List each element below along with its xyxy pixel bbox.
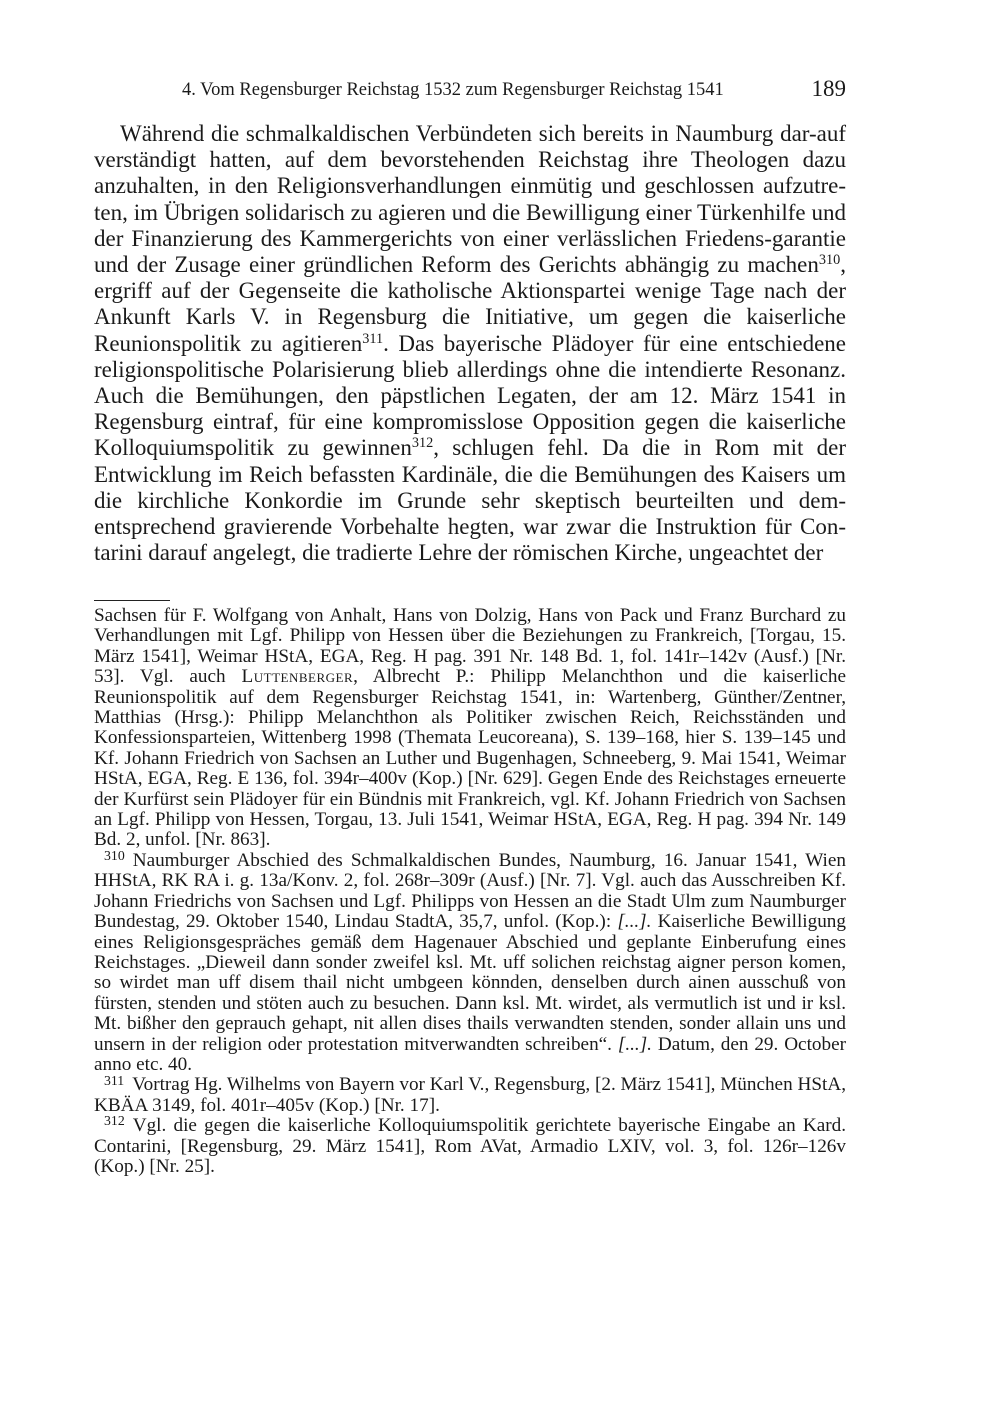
paragraph [94, 121, 846, 566]
text-segment: Während die schmalkaldischen Verbündeten sich bereits in Naumburg dar-auf verständigt hatten, auf dem bevorstehenden Reichstag ihre Theologen dazu anzuhalten, in den Religionsverhandlungen einmütig und geschlossen aufzutre-ten, im Übrigen solidarisch zu agieren und die Bewilligung einer Türkenhilfe und der Finanzierung des Kammergerichts von einer verlässlichen Friedens-garantie und der Zusage einer gründlichen Reform des Gerichts abhängig zu machen [94, 121, 846, 278]
footnote-text: Datum, den 29. October anno etc. 40. [94, 1033, 846, 1075]
omission-mark: [...]. [617, 1033, 652, 1055]
running-head: 4. Vom Regensburger Reichstag 1532 zum Regensburger Reichstag 1541 [182, 80, 724, 100]
footnote-number: 311 [104, 1072, 125, 1088]
page-header [94, 78, 846, 108]
footnote-ref-310[interactable]: 310 [818, 252, 841, 269]
footnote-ref-311[interactable]: 311 [362, 330, 384, 347]
omission-mark: [...]. [617, 911, 652, 933]
footnote-text: Naumburger Abschied des Schmalkaldischen Bundes, Naumburg, 16. Januar 1541, Wien HHStA, RK RA i. g. 13a/Konv. 2, fol. 268r–309r (Ausf.) [Nr. 7]. Vgl. auch das Ausschreiben Kf. Johann Friedrichs von Sachsen und Lgf. Philipps von Hessen an die Stadt Ulm zum Naumburger Bundestag, 29. Oktober 1540, Lindau StadtA, 35,7, unfol. (Kop.): [94, 849, 846, 933]
text-segment: . Das bayerische Plädoyer für eine entschiedene religionspolitische Polarisierung blieb allerdings ohne die intendierte Resonanz. Auch die Bemühungen, den päpstlichen Legaten, der am 12. März 1541 in Regensburg eintraf, für eine kompromisslose Opposition gegen die kaiserliche Kolloquiumspolitik zu gewinnen [94, 330, 846, 461]
footnote-text: Vgl. die gegen die kaiserliche Kolloquiumspolitik gerichtete bayerische Eingabe an Kard. Contarini, [Regensburg, 29. März 1541], Rom AVat, Armadio LXIV, vol. 3, fol. 126r–126v (Kop.) [Nr. 25]. [94, 1115, 846, 1177]
text-segment: , schlugen fehl. Da die in Rom mit der Entwicklung im Reich befassten Kardinäle, die die Bemühungen des Kaisers um die kirchliche Konkordie im Grunde sehr skeptisch beurteilten und dem-entsprechend gravierende Vorbehalte hegten, war zwar die Instruktion für Con-tarini darauf angelegt, die tradierte Lehre der römischen Kirche, ungeachtet der [94, 435, 847, 566]
footnote-text: Sachsen für F. Wolfgang von Anhalt, Hans von Dolzig, Hans von Pack und Franz Burchard zu Verhandlungen mit Lgf. Philipp von Hessen über die Beziehungen zu Frankreich, [Torgau, 15. März 1541], Weimar HStA, EGA, Reg. H pag. 391 Nr. 148 Bd. 1, fol. 141r–142v (Ausf.) [Nr. 53]. Vgl. auch [94, 605, 846, 688]
footnote-text: Vortrag Hg. Wilhelms von Bayern vor Karl V., Regensburg, [2. März 1541], München HStA, KBÄA 3149, fol. 401r–405v (Kop.) [Nr. 17]. [94, 1074, 846, 1116]
footnotes [94, 606, 846, 1177]
footnote-311 [94, 1072, 846, 1116]
footnote-text: Kaiserliche Bewilligung eines Religionsgespräches gemäß dem Hagenauer Abschied und geplante Einberufung eines Reichstages. „Dieweil dann sonder zweifel ksl. Mt. uff solichen reichstag aigner person komen, so wirdet man uff disem thail nicht umbgeen könnden, denselben durch ainen ausschuß von fürsten, stenden und stöten auch zu besuchen. Dann ksl. Mt. wirdet, als vermutlich ist und ir ksl. Mt. bißher den geprauch gehapt, nit allen dises thails verwandten stenden, sonder allain uns und unsern in der religion oder protestation mitverwandten schreiben“. [94, 911, 846, 1055]
footnote-separator [94, 600, 170, 601]
text-segment: , ergriff auf der Gegenseite die katholische Aktionspartei wenige Tage nach der Ankunft Karls V. in Regensburg die Initiative, um gegen die kaiserliche Reunionspolitik zu agitieren [94, 252, 846, 356]
footnote-continuation [94, 606, 846, 851]
footnote-number: 310 [104, 848, 125, 864]
author-name: Luttenberger [241, 666, 354, 688]
footnote-ref-312[interactable]: 312 [411, 435, 434, 452]
main-text [94, 121, 846, 566]
page-number: 189 [811, 76, 846, 101]
footnote-310 [94, 848, 846, 1075]
footnote-text: , Albrecht P.: Philipp Melanchthon und die kaiserliche Reunionspolitik auf dem Regensburger Reichstag 1541, in: Wartenberg, Günther/Zentner, Matthias (Hrsg.): Philipp Melanchthon als Politiker zwischen Reich, Reichsständen und Konfessionsparteien, Wittenberg 1998 (Themata Leucoreana), S. 139–168, hier S. 139–145 und Kf. Johann Friedrich von Sachsen an Luther und Bugenhagen, Schneeberg, 9. Mai 1541, Weimar HStA, EGA, Reg. E 136, fol. 394r–400v (Kop.) [Nr. 629]. Gegen Ende des Reichstages erneuerte der Kurfürst sein Plädoyer für ein Bündnis mit Frankreich, vgl. Kf. Johann Friedrich von Sachsen an Lgf. Philipp von Hessen, Torgau, 13. Juli 1541, Weimar HStA, EGA, Reg. H pag. 394 Nr. 149 Bd. 2, unfol. [Nr. 863]. [94, 666, 846, 851]
footnote-number: 312 [104, 1113, 125, 1129]
footnote-312 [94, 1113, 846, 1177]
